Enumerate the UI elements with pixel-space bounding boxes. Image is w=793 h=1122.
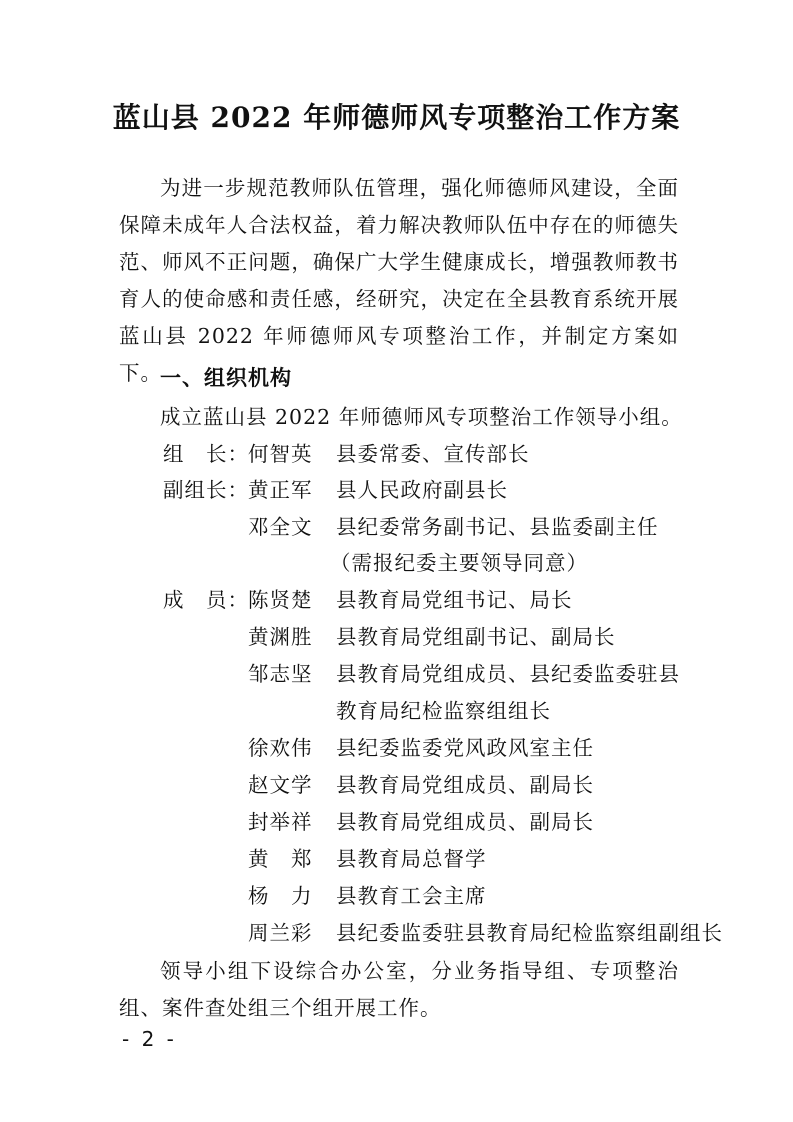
page-number: - 2 - <box>122 1027 177 1051</box>
member-duty: 县教育局党组成员、副局长 <box>336 773 594 797</box>
intro-paragraph: 为进一步规范教师队伍管理，强化师德师风建设，全面保障未成年人合法权益，着力解决教师队伍中存在的师德失范、师风不正问题，确保广大学生健康成长，增强教师教书育人的使命感和责任感，经研究，决定在全县教育系统开展蓝山县 2022 年师德师风专项整治工作，并制定方案如下。 <box>119 176 679 385</box>
member-name: 杨 力 <box>248 884 313 908</box>
member-duty: 县教育工会主席 <box>336 884 487 908</box>
member-name: 徐欢伟 <box>248 736 313 760</box>
deputy-name: 黄正军 <box>248 478 313 502</box>
deputy-name: 邓全文 <box>248 515 313 539</box>
member-name: 邹志坚 <box>248 662 313 686</box>
member-name: 周兰彩 <box>248 921 313 945</box>
leader-name: 何智英 <box>248 442 313 466</box>
section-lead-text: 成立蓝山县 2022 年师德师风专项整治工作领导小组。 <box>160 405 683 429</box>
member-duty: 县教育局总督学 <box>336 847 487 871</box>
member-duty: 县纪委监委驻县教育局纪检监察组副组长 <box>336 921 723 945</box>
deputy-duty: 县人民政府副县长 <box>336 478 508 502</box>
member-name: 赵文学 <box>248 773 313 797</box>
intro-paragraph-block <box>119 170 679 392</box>
leader-duty: 县委常委、宣传部长 <box>336 442 530 466</box>
member-duty: 县纪委监委党风政风室主任 <box>336 736 594 760</box>
member-name: 黄渊胜 <box>248 625 313 649</box>
deputy-role-label: 副组长： <box>163 478 249 502</box>
members-role-label: 成 员： <box>163 588 249 612</box>
closing-paragraph: 领导小组下设综合办公室，分业务指导组、专项整治组、案件查处组三个组开展工作。 <box>119 959 679 1020</box>
member-duty-continued: 教育局纪检监察组组长 <box>336 699 551 723</box>
deputy-note: （需报纪委主要领导同意） <box>330 551 588 575</box>
member-name: 陈贤楚 <box>248 588 313 612</box>
member-duty: 县教育局党组书记、局长 <box>336 588 573 612</box>
document-title: 蓝山县 2022 年师德师风专项整治工作方案 <box>112 101 681 134</box>
deputy-duty: 县纪委常务副书记、县监委副主任 <box>336 515 659 539</box>
member-duty: 县教育局党组成员、县纪委监委驻县 <box>336 662 680 686</box>
member-name: 黄 郑 <box>248 847 313 871</box>
section-heading-organization: 一、组织机构 <box>160 366 292 390</box>
leader-role-label: 组 长： <box>163 442 249 466</box>
member-duty: 县教育局党组成员、副局长 <box>336 810 594 834</box>
member-name: 封举祥 <box>248 810 313 834</box>
member-duty: 县教育局党组副书记、副局长 <box>336 625 616 649</box>
